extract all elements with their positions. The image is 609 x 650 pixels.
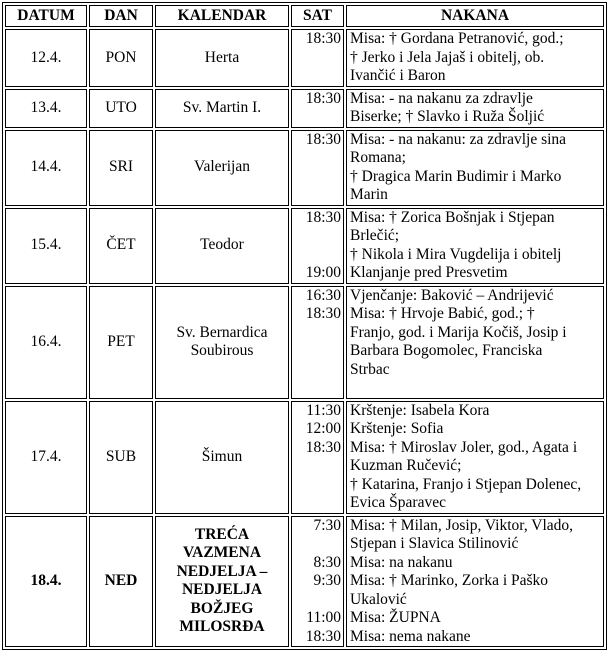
intention-line: Evica Šparavec [350,494,446,511]
schedule-row [5,130,604,206]
time-entry: 9:30 [313,572,341,589]
cell-kalendar [155,89,289,128]
header-sat: SAT [291,5,344,27]
intention-line: Brlečić; [350,227,400,244]
cell-nakana [346,208,604,284]
schedule-row [5,516,604,648]
time-entry: 19:00 [305,264,341,281]
intention-line: Biserke; † Slavko i Ruža Šoljić [350,108,545,125]
time-entry: 18:30 [305,305,341,322]
cell-dan: NED [89,516,153,648]
cell-sat [291,516,344,648]
time-entry: 18:30 [305,30,341,47]
intention-line: Ivančić i Baron [350,67,446,84]
time-spacer [295,476,341,495]
intention-line: Misa: † Marinko, Zorka i Paško [350,572,549,589]
intention-line: Misa: - na nakanu za zdravlje [350,89,533,107]
cell-nakana [346,130,604,206]
time-entry: 11:00 [306,609,341,626]
time-entry: 16:30 [305,286,341,304]
cell-kalendar [155,401,289,514]
cell-datum: 16.4. [5,286,87,399]
intention-line: Krštenje: Isabela Kora [350,401,490,419]
kalendar-line: NEDJELJA – [176,562,268,580]
time-spacer [295,149,341,168]
time-entry: 11:30 [306,401,341,419]
header-row [5,5,604,27]
schedule-row [5,401,604,514]
schedule-row [5,89,604,128]
cell-nakana [346,89,604,128]
cell-sat [291,286,344,399]
mass-schedule-table [2,2,607,650]
cell-dan: SUB [89,401,153,514]
header-kalendar: KALENDAR [155,5,289,27]
cell-sat [291,130,344,206]
intention-line: Vjenčanje: Baković – Andrijević [350,286,554,304]
intention-line: † Jerko i Jela Jajaš i obitelj, ob. [350,48,545,66]
intention-line: Misa: † Hrvoje Babić, god.; † [350,305,535,322]
time-spacer [295,591,341,610]
time-entry: 8:30 [313,553,341,571]
schedule-row [5,29,604,87]
time-entry: 18:30 [305,89,341,107]
kalendar-line: Valerijan [194,158,250,176]
cell-sat [291,89,344,128]
intention-line: † Dragica Marin Budimir i Marko [350,167,562,185]
cell-nakana [346,286,604,399]
cell-sat [291,29,344,87]
cell-dan: SRI [89,130,153,206]
kalendar-line: Teodor [200,236,244,254]
intention-line: Stjepan i Slavica Stilinović [350,535,519,552]
time-spacer [295,457,341,476]
time-entry: 18:30 [305,208,341,226]
time-entry: 7:30 [313,516,341,534]
cell-dan: PON [89,29,153,87]
kalendar-line: NEDJELJA [181,581,263,599]
header-nakana: NAKANA [346,5,604,27]
schedule-row [5,208,604,284]
kalendar-line: VAZMENA [182,544,262,562]
cell-dan: ČET [89,208,153,284]
header-dan: DAN [89,5,153,27]
schedule-row [5,286,604,399]
kalendar-line: Soubirous [190,342,254,359]
cell-dan: PET [89,286,153,399]
kalendar-line: Herta [204,48,240,66]
time-spacer [295,108,341,127]
kalendar-line: TREĆA [194,525,250,543]
kalendar-line: BOŽJEG [190,599,254,617]
intention-line: Misa: † Zorica Bošnjak i Stjepan [350,208,555,226]
cell-datum: 18.4. [5,516,87,648]
time-spacer [295,49,341,68]
time-spacer [295,168,341,187]
intention-line: Klanjanje pred Presvetim [350,264,508,281]
kalendar-line: Šimun [201,447,243,465]
cell-datum: 15.4. [5,208,87,284]
intention-line: Misa: na nakanu [350,553,453,571]
cell-kalendar [155,130,289,206]
time-spacer [295,342,341,361]
cell-datum: 17.4. [5,401,87,514]
cell-kalendar [155,516,289,648]
kalendar-line: Sv. Bernardica [176,323,268,341]
intention-line: Misa: † Gordana Petranović, god.; [350,30,564,47]
cell-sat [291,401,344,514]
cell-datum: 13.4. [5,89,87,128]
intention-line: Misa: † Milan, Josip, Viktor, Vlado, [350,516,574,534]
intention-line: Marin [350,186,388,203]
intention-line: Franjo, god. i Marija Kočiš, Josip i [350,323,567,341]
time-entry: 12:00 [305,420,341,437]
intention-line: Strbac [350,360,390,378]
cell-kalendar [155,286,289,399]
cell-datum: 12.4. [5,29,87,87]
cell-kalendar [155,29,289,87]
cell-nakana [346,401,604,514]
time-spacer [295,361,341,380]
intention-line: Krštenje: Sofia [350,420,444,437]
intention-line: Misa: ŽUPNA [350,609,441,626]
intention-line: † Katarina, Franjo i Stjepan Dolenec, [350,475,582,493]
time-spacer [295,246,341,265]
cell-nakana [346,29,604,87]
time-spacer [295,227,341,246]
intention-line: † Nikola i Mira Vugdelija i obitelj [350,245,562,263]
time-spacer [295,379,341,398]
time-spacer [295,324,341,343]
intention-line: Barbara Bogomolec, Franciska [350,342,543,359]
intention-line: Misa: - na nakanu: za zdravlje sina [350,130,567,148]
time-spacer [295,494,341,513]
time-entry: 18:30 [305,438,341,456]
time-entry: 18:30 [305,130,341,148]
header-datum: DATUM [5,5,87,27]
time-spacer [295,535,341,554]
intention-line: Misa: nema nakane [350,627,471,645]
kalendar-line: MILOSRĐA [179,618,265,636]
time-spacer [295,186,341,205]
intention-line: Misa: † Miroslav Joler, god., Agata i [350,438,578,456]
intention-line: Ukalović [350,590,407,608]
cell-kalendar [155,208,289,284]
intention-line: Romana; [350,149,406,166]
cell-sat [291,208,344,284]
time-entry: 18:30 [305,627,341,645]
intention-line: Kuzman Ručević; [350,457,462,474]
schedule-body [5,29,604,647]
cell-nakana [346,516,604,648]
cell-dan: UTO [89,89,153,128]
kalendar-line: Sv. Martin I. [182,98,262,116]
time-spacer [295,67,341,86]
cell-datum: 14.4. [5,130,87,206]
